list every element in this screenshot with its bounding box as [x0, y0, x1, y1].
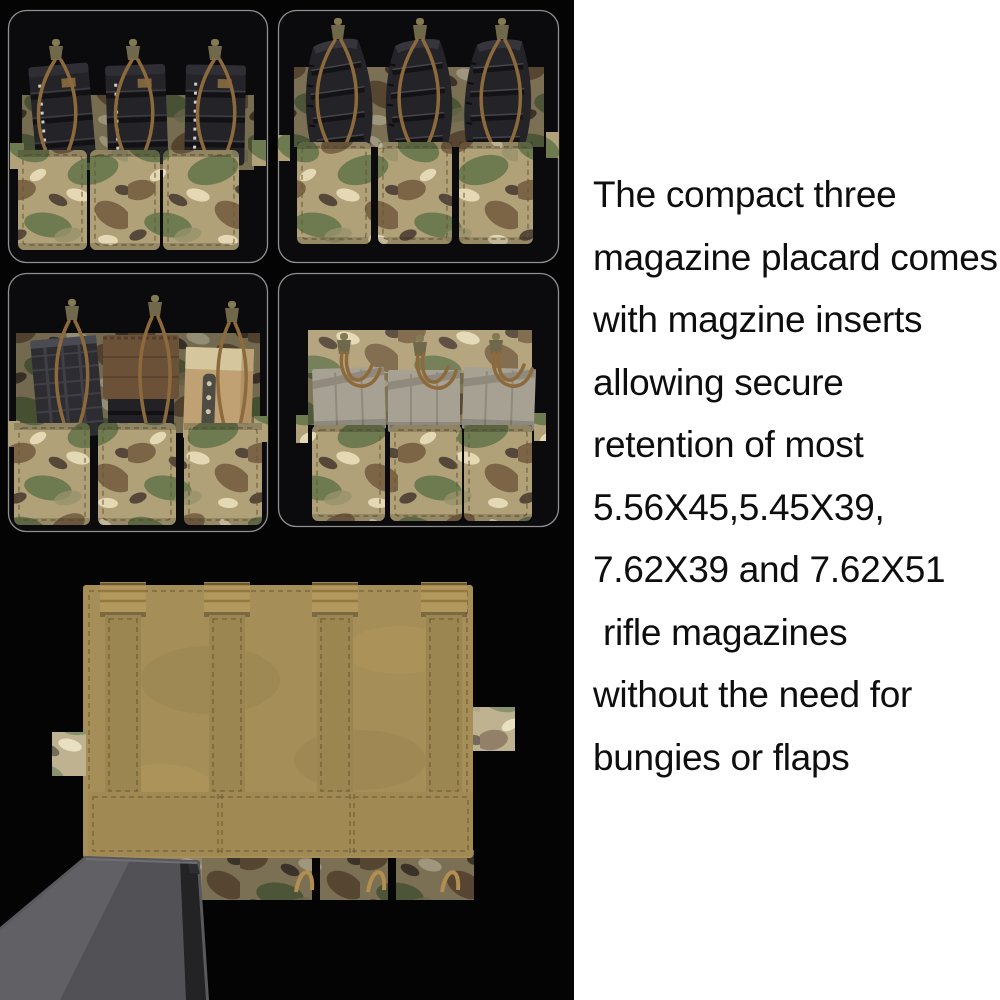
photo-ak-magazines — [278, 18, 559, 244]
photo-ar-magazines — [10, 39, 266, 250]
description-line: rifle magazines — [593, 611, 848, 653]
pouch-cells — [14, 423, 262, 525]
description-line: retention of most — [593, 424, 864, 465]
pouch-cells — [312, 425, 532, 521]
velcro-band — [88, 792, 473, 856]
description-line: without the need for — [593, 674, 912, 715]
description-line: 7.62X39 and 7.62X51 — [593, 549, 946, 590]
description-line: magazine placard comes — [593, 236, 998, 278]
description-panel — [574, 0, 1000, 1000]
description-line: 5.56X45,5.45X39, — [593, 486, 885, 528]
side-strap-tab — [252, 140, 266, 166]
description-line: The compact three — [593, 174, 897, 215]
description-line: with magzine inserts — [593, 299, 923, 340]
photo-panel-tan-magazines — [296, 330, 546, 521]
pouch-cells — [18, 150, 239, 250]
side-strap-tab — [546, 132, 559, 158]
side-strap-tab — [278, 135, 290, 161]
side-strap-tab — [534, 413, 546, 441]
pouch-cells — [297, 142, 533, 244]
side-strap-tab — [296, 415, 308, 443]
description-line: allowing secure — [593, 361, 844, 403]
description-line: bungies or flaps — [593, 736, 850, 778]
